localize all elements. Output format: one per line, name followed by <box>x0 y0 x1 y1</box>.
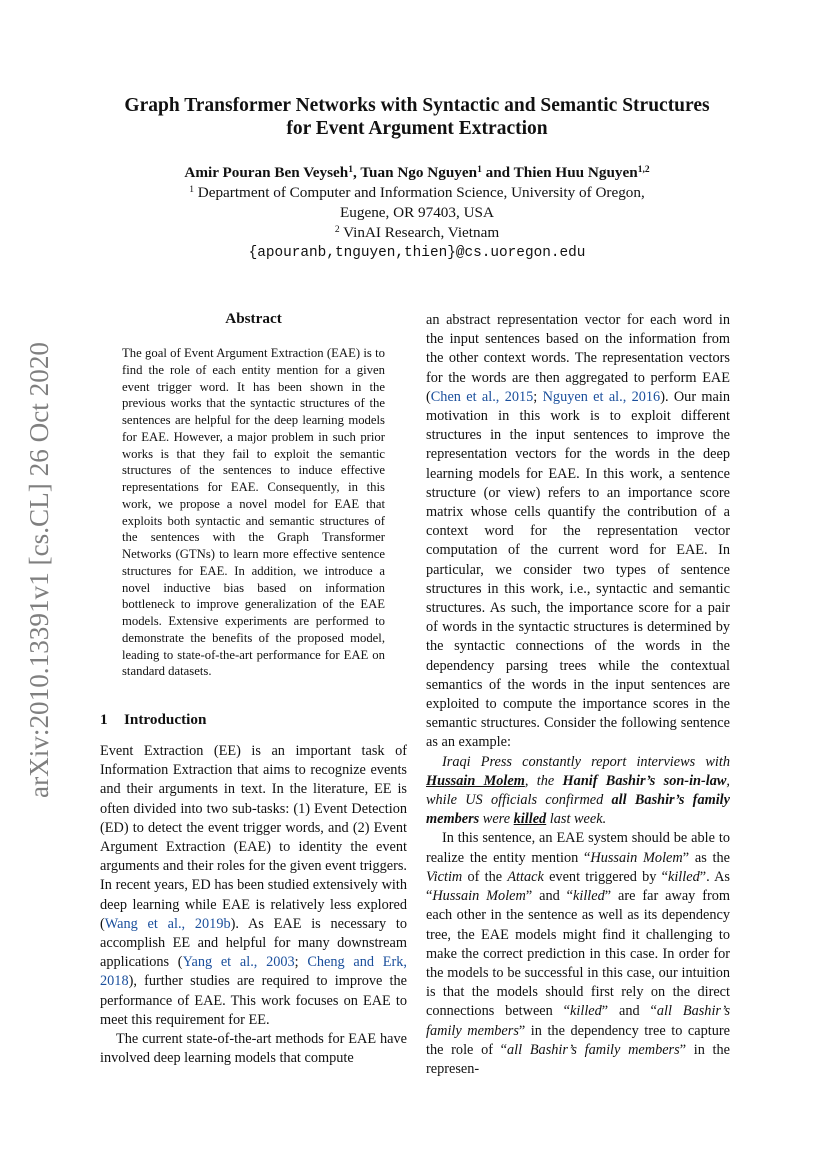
example-text: were <box>479 811 514 828</box>
paragraph-text: ” and “ <box>601 1003 657 1020</box>
section-title: Introduction <box>124 711 207 728</box>
italic-term: killed <box>573 888 605 905</box>
right-column-body <box>426 311 730 1079</box>
title-line-1: Graph Transformer Networks with Syntactic and Semantic Structures <box>124 95 710 116</box>
title-line-2: for Event Argument Extraction <box>286 118 548 139</box>
citation-link[interactable]: Cheng and Erk, 2018 <box>100 954 408 990</box>
example-text: last week. <box>546 811 607 828</box>
paragraph-text: ; <box>294 954 308 971</box>
italic-term: Hussain Molem <box>432 888 526 905</box>
section-heading-introduction <box>100 711 206 729</box>
italic-term: Attack <box>507 868 544 885</box>
example-entity: all Bashir’s family members <box>426 792 730 828</box>
example-text: , the <box>524 772 563 789</box>
abstract-heading: Abstract <box>225 310 282 327</box>
author-block <box>100 163 734 263</box>
author-2: Tuan Ngo Nguyen <box>360 164 478 181</box>
italic-term: killed <box>667 868 700 885</box>
paragraph-text: Event Extraction (EE) is an important task of Information Extraction that aims to recognize events and their arguments in text. In the literature, EE is often divided into two sub-tasks: (1) Event Detection (ED) to detect the event trigger words, and (2) Event Argument Extraction (EAE) to identity the event arguments and their roles for the given event triggers. In recent years, ED has been studied extensively with deep learning while EAE is relatively less explored ( <box>100 743 407 932</box>
paragraph-text: ” and “ <box>525 888 573 905</box>
author-1-affiliation-mark: 1 <box>348 165 353 175</box>
paragraph-text: event triggered by “ <box>543 868 668 885</box>
italic-term: all Bashir’s family members <box>426 1003 731 1039</box>
author-2-affiliation-mark: 1 <box>477 165 482 175</box>
example-text: Iraqi Press constantly report interviews with <box>442 753 730 770</box>
author-3-affiliation-mark: 1,2 <box>637 165 650 175</box>
intro-paragraph-1 <box>100 742 407 1030</box>
paragraph-text: ” are far away from each other in the sentence as well as its dependency tree, the EAE models might find it challenging to make the correct prediction in this case. In order for the models to be successful in this case, our intuition is that the models should first rely on the direct connections between “ <box>426 888 731 1020</box>
citation-link[interactable]: Wang et al., 2019b <box>104 915 231 932</box>
affiliation-2 <box>100 223 734 243</box>
author-emails: {apouranb,tnguyen,thien}@cs.uoregon.edu <box>248 245 586 261</box>
citation-link[interactable]: Nguyen et al., 2016 <box>542 388 661 405</box>
right-paragraph-2 <box>426 829 730 1079</box>
paragraph-text: ). As EAE is necessary to accomplish EE and helpful for many downstream applications ( <box>100 915 407 971</box>
italic-term: Hussain Molem <box>590 849 683 866</box>
author-separator: , <box>352 164 361 181</box>
paragraph-text: of the <box>462 868 508 885</box>
affiliation-1-line-2: Eugene, OR 97403, USA <box>340 204 494 221</box>
paragraph-text: ”. As “ <box>426 868 730 905</box>
paragraph-text: ” in the represen- <box>426 1041 730 1077</box>
paragraph-text: In this sentence, an EAE system should be able to realize the entity mention “ <box>426 830 730 866</box>
abstract-text: The goal of Event Argument Extraction (EAE) is to find the role of each entity mention for a given event trigger word. It has been shown in the previous works that the syntactic structures of the sentences are helpful for the deep learning models for EAE. However, a major problem in such prior works is that they fail to exploit the semantic structures of the sentences to induce effective representations for EAE. Consequently, in this work, we propose a novel model for EAE that exploits both syntactic and semantic structures of the sentences with the Graph Transformer Networks (GTNs) to learn more effective sentence structures for EAE. In addition, we introduce a novel inductive bias based on information bottleneck to improve generalization of the EAE models. Extensive experiments are performed to demonstrate the benefits of the proposed model, leading to state-of-the-art performance for EAE on standard datasets. <box>122 346 385 679</box>
example-sentence <box>426 753 730 830</box>
author-separator: and <box>481 164 514 181</box>
paragraph-text: ; <box>533 388 543 405</box>
section-number: 1 <box>100 711 108 728</box>
arxiv-side-stamp <box>14 340 62 800</box>
italic-term: killed <box>570 1003 602 1020</box>
right-paragraph-1 <box>426 311 730 753</box>
citation-link[interactable]: Chen et al., 2015 <box>430 388 534 405</box>
paper-title <box>100 94 734 140</box>
paragraph-text: ” as the <box>682 849 730 866</box>
intro-paragraph-2: The current state-of-the-art methods for EAE have involved deep learning models that compute <box>100 1031 407 1067</box>
paragraph-text: ” in the dependency tree to capture the role of “ <box>426 1022 730 1058</box>
paragraph-text: ). Our main motivation in this work is to exploit different structures in the input sentences to improve the representation vectors for the words in the deep learning models for EAE. In this work, a sentence structure (or view) refers to an importance score matrix whose cells quantify the contribution of a context word for the representation vector computation of the current word for EAE. In particular, we consider two types of sentence structures in this work, i.e., syntactic and semantic structures. As such, the importance score for a pair of words in the syntactic structures is determined by the syntactic connections of the words in the dependency parsing trees while the contextual semantics of the words in the input sentences are exploited to compute the importance scores in the semantic structures. Consider the following sentence as an example: <box>426 388 731 751</box>
citation-link[interactable]: Yang et al., 2003 <box>182 954 295 971</box>
affiliation-1-mark: 1 <box>189 185 194 195</box>
left-column-body <box>100 742 407 1068</box>
author-names <box>100 163 734 183</box>
example-entity: Hussain Molem <box>426 772 525 789</box>
affiliation-2-mark: 2 <box>334 225 340 235</box>
author-1: Amir Pouran Ben Veyseh <box>184 164 349 181</box>
example-trigger: killed <box>513 811 547 828</box>
italic-term: Victim <box>426 868 463 885</box>
affiliation-1-line-1: Department of Computer and Information Science, University of Oregon, <box>193 184 645 201</box>
paragraph-text: ), further studies are required to improve the performance of EAE. This work focuses on EAE to meet this requirement for EE. <box>100 973 407 1028</box>
example-text: , while US officials confirmed <box>426 772 730 809</box>
paragraph-text: an abstract representation vector for each word in the input sentences based on the information from the other context words. The representation vectors for the words are then aggregated to perform EAE ( <box>426 312 730 405</box>
affiliation-1 <box>100 183 734 203</box>
affiliation-2-text: VinAI Research, Vietnam <box>339 224 500 241</box>
arxiv-identifier: arXiv:2010.13391v1 [cs.CL] 26 Oct 2020 <box>24 345 54 798</box>
example-entity: Hanif Bashir’s son-in-law <box>562 772 727 789</box>
author-3: Thien Huu Nguyen <box>513 164 638 181</box>
italic-term: all Bashir’s family members <box>507 1041 680 1058</box>
